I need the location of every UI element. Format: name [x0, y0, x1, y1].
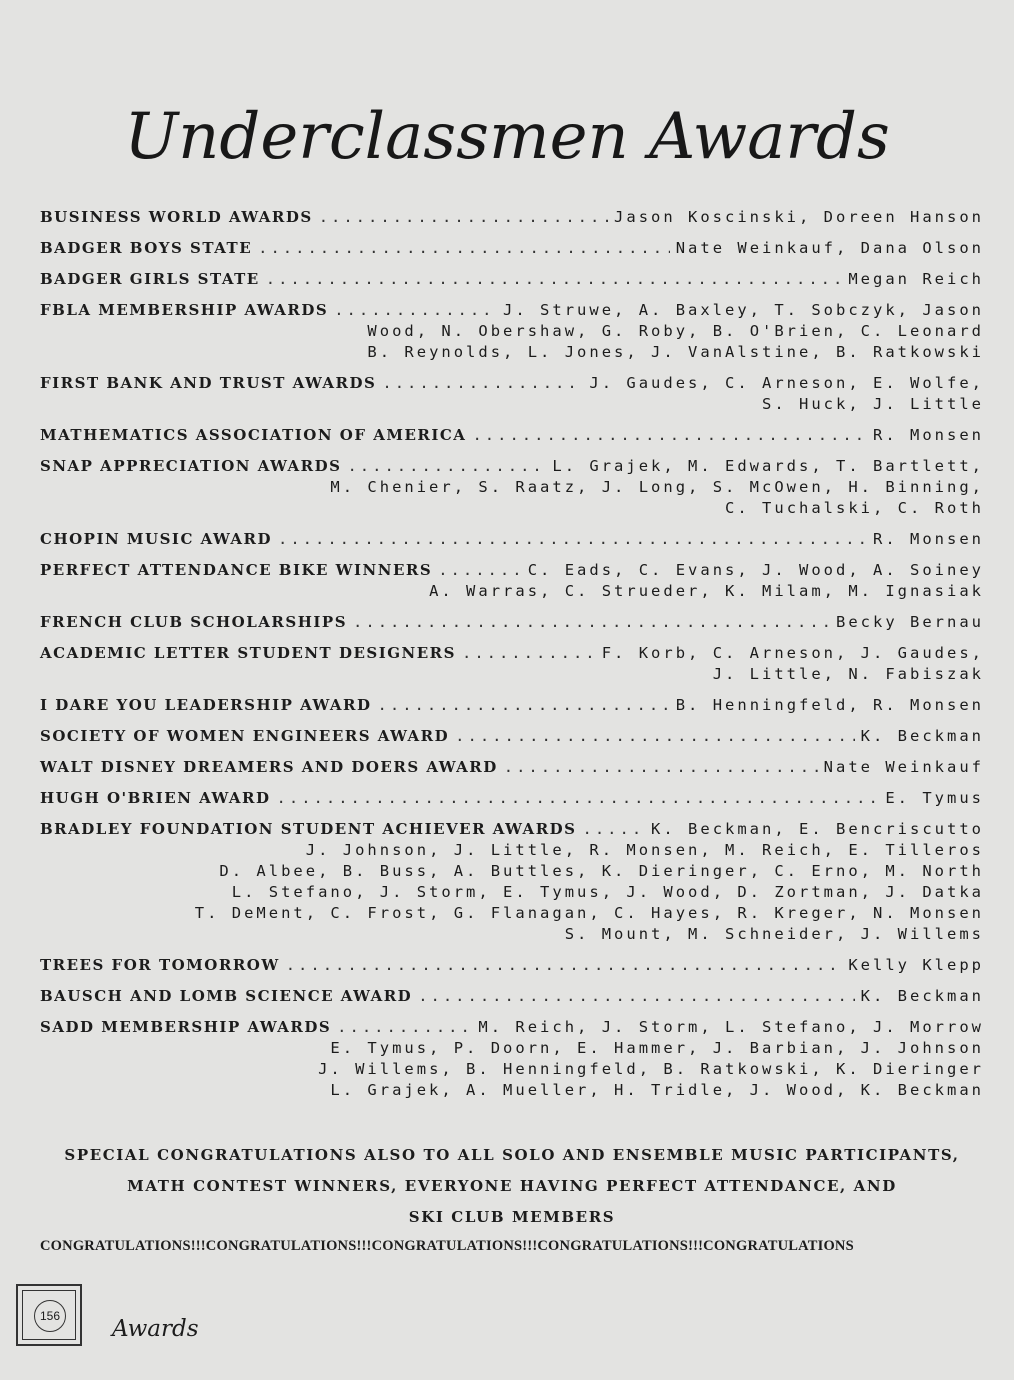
- award-line: [40, 372, 984, 394]
- award-line: [40, 299, 984, 321]
- award-title: BADGER BOYS STATE: [40, 239, 253, 257]
- award-entry: [40, 954, 984, 976]
- dot-leader: [334, 299, 497, 321]
- award-title: MATHEMATICS ASSOCIATION OF AMERICA: [40, 426, 467, 444]
- dot-leader: [319, 206, 608, 228]
- award-line: [40, 611, 984, 633]
- dot-leader: [455, 725, 855, 747]
- dot-leader: [504, 756, 818, 778]
- award-recipients: R. Monsen: [873, 426, 984, 444]
- award-entry: [40, 372, 984, 415]
- dot-leader: [337, 1016, 472, 1038]
- award-title: BUSINESS WORLD AWARDS: [40, 208, 313, 226]
- dot-leader: [277, 787, 880, 809]
- award-title: SADD MEMBERSHIP AWARDS: [40, 1018, 332, 1036]
- award-recipients: Kelly Klepp: [848, 956, 984, 974]
- dot-leader: [583, 818, 646, 840]
- award-recipients: K. Beckman: [860, 987, 984, 1005]
- dot-leader: [418, 985, 854, 1007]
- award-entry: [40, 1016, 984, 1101]
- award-title: I DARE YOU LEADERSHIP AWARD: [40, 696, 372, 714]
- award-recipients: E. Tymus: [885, 789, 984, 807]
- award-line: [40, 528, 984, 550]
- award-recipients-continued: E. Tymus, P. Doorn, E. Hammer, J. Barbian, J. Johnson: [330, 1039, 984, 1057]
- award-entry: [40, 237, 984, 259]
- award-recipients: C. Eads, C. Evans, J. Wood, A. Soiney: [527, 561, 984, 579]
- award-recipients-continued: J. Willems, B. Henningfeld, B. Ratkowski, K. Dieringer: [318, 1060, 984, 1078]
- page-number: 156: [34, 1300, 66, 1332]
- award-entry: [40, 611, 984, 633]
- award-recipients: K. Beckman, E. Bencriscutto: [651, 820, 984, 838]
- dot-leader: [353, 611, 830, 633]
- dot-leader: [462, 642, 596, 664]
- award-entry: [40, 985, 984, 1007]
- award-entry: [40, 268, 984, 290]
- award-line: [40, 985, 984, 1007]
- award-title: BRADLEY FOUNDATION STUDENT ACHIEVER AWARDS: [40, 820, 577, 838]
- award-entry: [40, 694, 984, 716]
- award-recipients-continued: M. Chenier, S. Raatz, J. Long, S. McOwen, H. Binning,: [330, 478, 984, 496]
- award-line: [40, 694, 984, 716]
- award-recipients: B. Henningfeld, R. Monsen: [675, 696, 984, 714]
- award-recipients: Nate Weinkauf: [823, 758, 984, 776]
- special-congratulations: [40, 1140, 984, 1233]
- award-recipients: J. Gaudes, C. Arneson, E. Wolfe,: [589, 374, 984, 392]
- award-line: [40, 424, 984, 446]
- award-title: BADGER GIRLS STATE: [40, 270, 260, 288]
- section-name: Awards: [112, 1316, 199, 1342]
- award-title: FBLA MEMBERSHIP AWARDS: [40, 301, 329, 319]
- award-line: [40, 756, 984, 778]
- award-entry: [40, 455, 984, 519]
- award-title: PERFECT ATTENDANCE BIKE WINNERS: [40, 561, 433, 579]
- award-recipients: M. Reich, J. Storm, L. Stefano, J. Morrow: [478, 1018, 984, 1036]
- award-recipients: L. Grajek, M. Edwards, T. Bartlett,: [552, 457, 984, 475]
- award-recipients: K. Beckman: [860, 727, 984, 745]
- award-title: WALT DISNEY DREAMERS AND DOERS AWARD: [40, 758, 498, 776]
- dot-leader: [278, 528, 867, 550]
- award-line: [40, 455, 984, 477]
- award-line: [40, 1016, 984, 1038]
- award-recipients-continued: T. DeMent, C. Frost, G. Flanagan, C. Hayes, R. Kreger, N. Monsen: [194, 904, 984, 922]
- award-entry: [40, 424, 984, 446]
- award-title: BAUSCH AND LOMB SCIENCE AWARD: [40, 987, 413, 1005]
- award-line: [40, 268, 984, 290]
- award-recipients: Jason Koscinski, Doreen Hanson: [614, 208, 984, 226]
- award-entry: [40, 299, 984, 363]
- award-recipients-continued: B. Reynolds, L. Jones, J. VanAlstine, B. Ratkowski: [367, 343, 984, 361]
- award-recipients: R. Monsen: [873, 530, 984, 548]
- award-title: TREES FOR TOMORROW: [40, 956, 280, 974]
- award-recipients-continued: L. Grajek, A. Mueller, H. Tridle, J. Wood, K. Beckman: [330, 1081, 984, 1099]
- award-line: [40, 206, 984, 228]
- award-line: [40, 237, 984, 259]
- awards-list: [40, 206, 984, 1110]
- award-line: [40, 725, 984, 747]
- award-recipients-continued: C. Tuchalski, C. Roth: [725, 499, 984, 517]
- dot-leader: [258, 237, 670, 259]
- special-line: MATH CONTEST WINNERS, EVERYONE HAVING PERFECT ATTENDANCE, AND: [127, 1177, 897, 1195]
- award-entry: [40, 642, 984, 685]
- award-line: [40, 787, 984, 809]
- award-recipients: F. Korb, C. Arneson, J. Gaudes,: [601, 644, 984, 662]
- award-title: HUGH O'BRIEN AWARD: [40, 789, 271, 807]
- award-entry: [40, 725, 984, 747]
- award-title: FRENCH CLUB SCHOLARSHIPS: [40, 613, 348, 631]
- award-recipients-continued: D. Albee, B. Buss, A. Buttles, K. Dieringer, C. Erno, M. North: [219, 862, 984, 880]
- award-recipients-continued: J. Little, N. Fabiszak: [712, 665, 984, 683]
- dot-leader: [438, 559, 522, 581]
- award-title: SNAP APPRECIATION AWARDS: [40, 457, 342, 475]
- award-title: CHOPIN MUSIC AWARD: [40, 530, 272, 548]
- congratulations-banner: CONGRATULATIONS!!!CONGRATULATIONS!!!CONGRATULATIONS!!!CONGRATULATIONS!!!CONGRATULATIONS: [40, 1238, 854, 1254]
- award-recipients-continued: A. Warras, C. Strueder, K. Milam, M. Ignasiak: [429, 582, 984, 600]
- award-recipients: J. Struwe, A. Baxley, T. Sobczyk, Jason: [503, 301, 984, 319]
- dot-leader: [378, 694, 670, 716]
- award-recipients: Megan Reich: [848, 270, 984, 288]
- award-recipients-continued: Wood, N. Obershaw, G. Roby, B. O'Brien, C. Leonard: [367, 322, 984, 340]
- award-line: [40, 818, 984, 840]
- award-entry: [40, 787, 984, 809]
- award-recipients: Nate Weinkauf, Dana Olson: [675, 239, 984, 257]
- award-entry: [40, 559, 984, 602]
- award-line: [40, 559, 984, 581]
- award-recipients-continued: J. Johnson, J. Little, R. Monsen, M. Reich, E. Tilleros: [305, 841, 984, 859]
- award-recipients-continued: L. Stefano, J. Storm, E. Tymus, J. Wood, D. Zortman, J. Datka: [231, 883, 984, 901]
- page-title: Underclassmen Awards: [124, 100, 890, 174]
- award-line: [40, 642, 984, 664]
- dot-leader: [286, 954, 843, 976]
- dot-leader: [382, 372, 583, 394]
- dot-leader: [266, 268, 843, 290]
- award-title: SOCIETY OF WOMEN ENGINEERS AWARD: [40, 727, 450, 745]
- special-line: SPECIAL CONGRATULATIONS ALSO TO ALL SOLO AND ENSEMBLE MUSIC PARTICIPANTS,: [64, 1146, 960, 1164]
- award-recipients: Becky Bernau: [836, 613, 984, 631]
- award-entry: [40, 206, 984, 228]
- award-entry: [40, 756, 984, 778]
- award-title: FIRST BANK AND TRUST AWARDS: [40, 374, 377, 392]
- award-entry: [40, 818, 984, 945]
- award-line: [40, 954, 984, 976]
- award-recipients-continued: S. Huck, J. Little: [762, 395, 984, 413]
- dot-leader: [347, 455, 546, 477]
- dot-leader: [472, 424, 867, 446]
- special-line: SKI CLUB MEMBERS: [408, 1208, 616, 1226]
- page-number-frame: [16, 1284, 82, 1346]
- award-title: ACADEMIC LETTER STUDENT DESIGNERS: [40, 644, 456, 662]
- award-recipients-continued: S. Mount, M. Schneider, J. Willems: [564, 925, 984, 943]
- award-entry: [40, 528, 984, 550]
